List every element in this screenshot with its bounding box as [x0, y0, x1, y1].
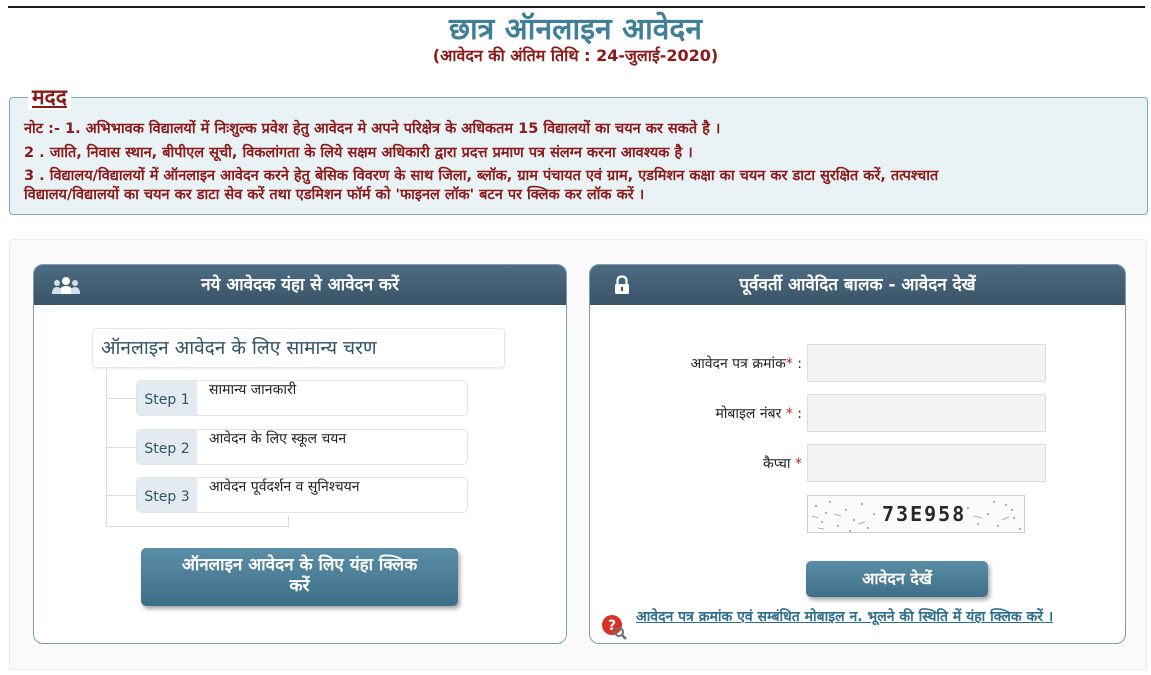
previous-applicant-panel	[589, 264, 1126, 644]
step-1-tag: Step 1	[137, 381, 197, 415]
steps-title: ऑनलाइन आवेदन के लिए सामान्य चरण	[101, 337, 377, 359]
step-1	[136, 380, 468, 416]
help-note-2: 2 . जाति, निवास स्थान, बीपीएल सूची, विकलांगता के लिये सक्षम अधिकारी द्वारा प्रदत्त प्रमाण पत्र संलग्न करना आवश्यक है ।	[24, 145, 693, 161]
step-2-text: आवेदन के लिए स्कूल चयन	[209, 431, 347, 447]
step-connector	[106, 495, 136, 496]
view-application-button[interactable]: आवेदन देखें	[806, 561, 988, 597]
step-1-text: सामान्य जानकारी	[209, 382, 297, 398]
forgot-application-link[interactable]: आवेदन पत्र क्रमांक एवं सम्बंधित मोबाइल न. भूलने की स्थिति में यंहा क्लिक करें ।	[636, 609, 1054, 625]
captcha-image	[807, 495, 1025, 533]
steps-tree-line	[106, 369, 107, 527]
application-no-label: आवेदन पत्र क्रमांक* :	[690, 356, 802, 372]
help-question-icon	[600, 613, 628, 641]
steps-title-box	[92, 328, 505, 368]
new-applicant-panel	[33, 264, 567, 644]
step-2-tag: Step 2	[137, 430, 197, 464]
page-title: छात्र ऑनलाइन आवेदन	[449, 12, 702, 47]
step-3	[136, 477, 468, 513]
step-connector	[106, 398, 136, 399]
previous-applicant-header	[590, 265, 1125, 305]
step-2	[136, 429, 468, 465]
apply-online-button[interactable]	[141, 548, 458, 606]
captcha-input[interactable]	[807, 444, 1046, 482]
previous-applicant-title: पूर्ववर्ती आवेदित बालक - आवेदन देखें	[739, 275, 976, 295]
help-note-3-cont: विद्यालय/विद्यालयों का चयन कर डाटा सेव करें तथा एडमिशन फॉर्म को 'फाइनल लॉक' बटन पर क्लिक कर लॉक करें ।	[24, 187, 645, 203]
svg-text:?: ?	[607, 618, 617, 634]
help-note-1: नोट :- 1. अभिभावक विद्यालयों में निःशुल्क प्रवेश हेतु आवेदन मे अपने परिक्षेत्र के अधिकतम 15 विद्यालयों का चयन कर सकते है ।	[24, 121, 721, 137]
help-note-3: 3 . विद्यालय/विद्यालयों में ऑनलाइन आवेदन करने हेतु बेसिक विवरण के साथ जिला, ब्लॉक, ग्राम पंचायत एवं ग्राम, एडमिशन कक्षा का चयन कर डाटा सुरक्षित करें, तत्पश्चात	[24, 168, 939, 184]
captcha-text: 73E958	[882, 502, 967, 526]
step-3-text: आवेदन पूर्वदर्शन व सुनिश्चयन	[209, 479, 360, 495]
step-3-tag: Step 3	[137, 478, 197, 512]
mobile-label: मोबाइल नंबर * :	[715, 406, 802, 422]
help-box	[9, 97, 1148, 215]
step-connector	[106, 447, 136, 448]
apply-online-label-2: करें	[289, 576, 310, 596]
new-applicant-header	[34, 265, 566, 305]
application-no-input[interactable]	[807, 344, 1046, 382]
apply-online-label-1: ऑनलाइन आवेदन के लिए यंहा क्लिक	[181, 555, 418, 575]
last-date-subtitle: (आवेदन की अंतिम तिथि : 24-जुलाई-2020)	[432, 46, 719, 65]
top-divider	[8, 6, 1145, 8]
captcha-label: कैप्चा *	[762, 456, 802, 472]
help-legend: मदद	[28, 84, 71, 110]
steps-tree-bottom	[106, 526, 288, 527]
mobile-input[interactable]	[807, 394, 1046, 432]
steps-tree-end	[288, 515, 289, 527]
new-applicant-title: नये आवेदक यंहा से आवेदन करें	[201, 275, 399, 295]
